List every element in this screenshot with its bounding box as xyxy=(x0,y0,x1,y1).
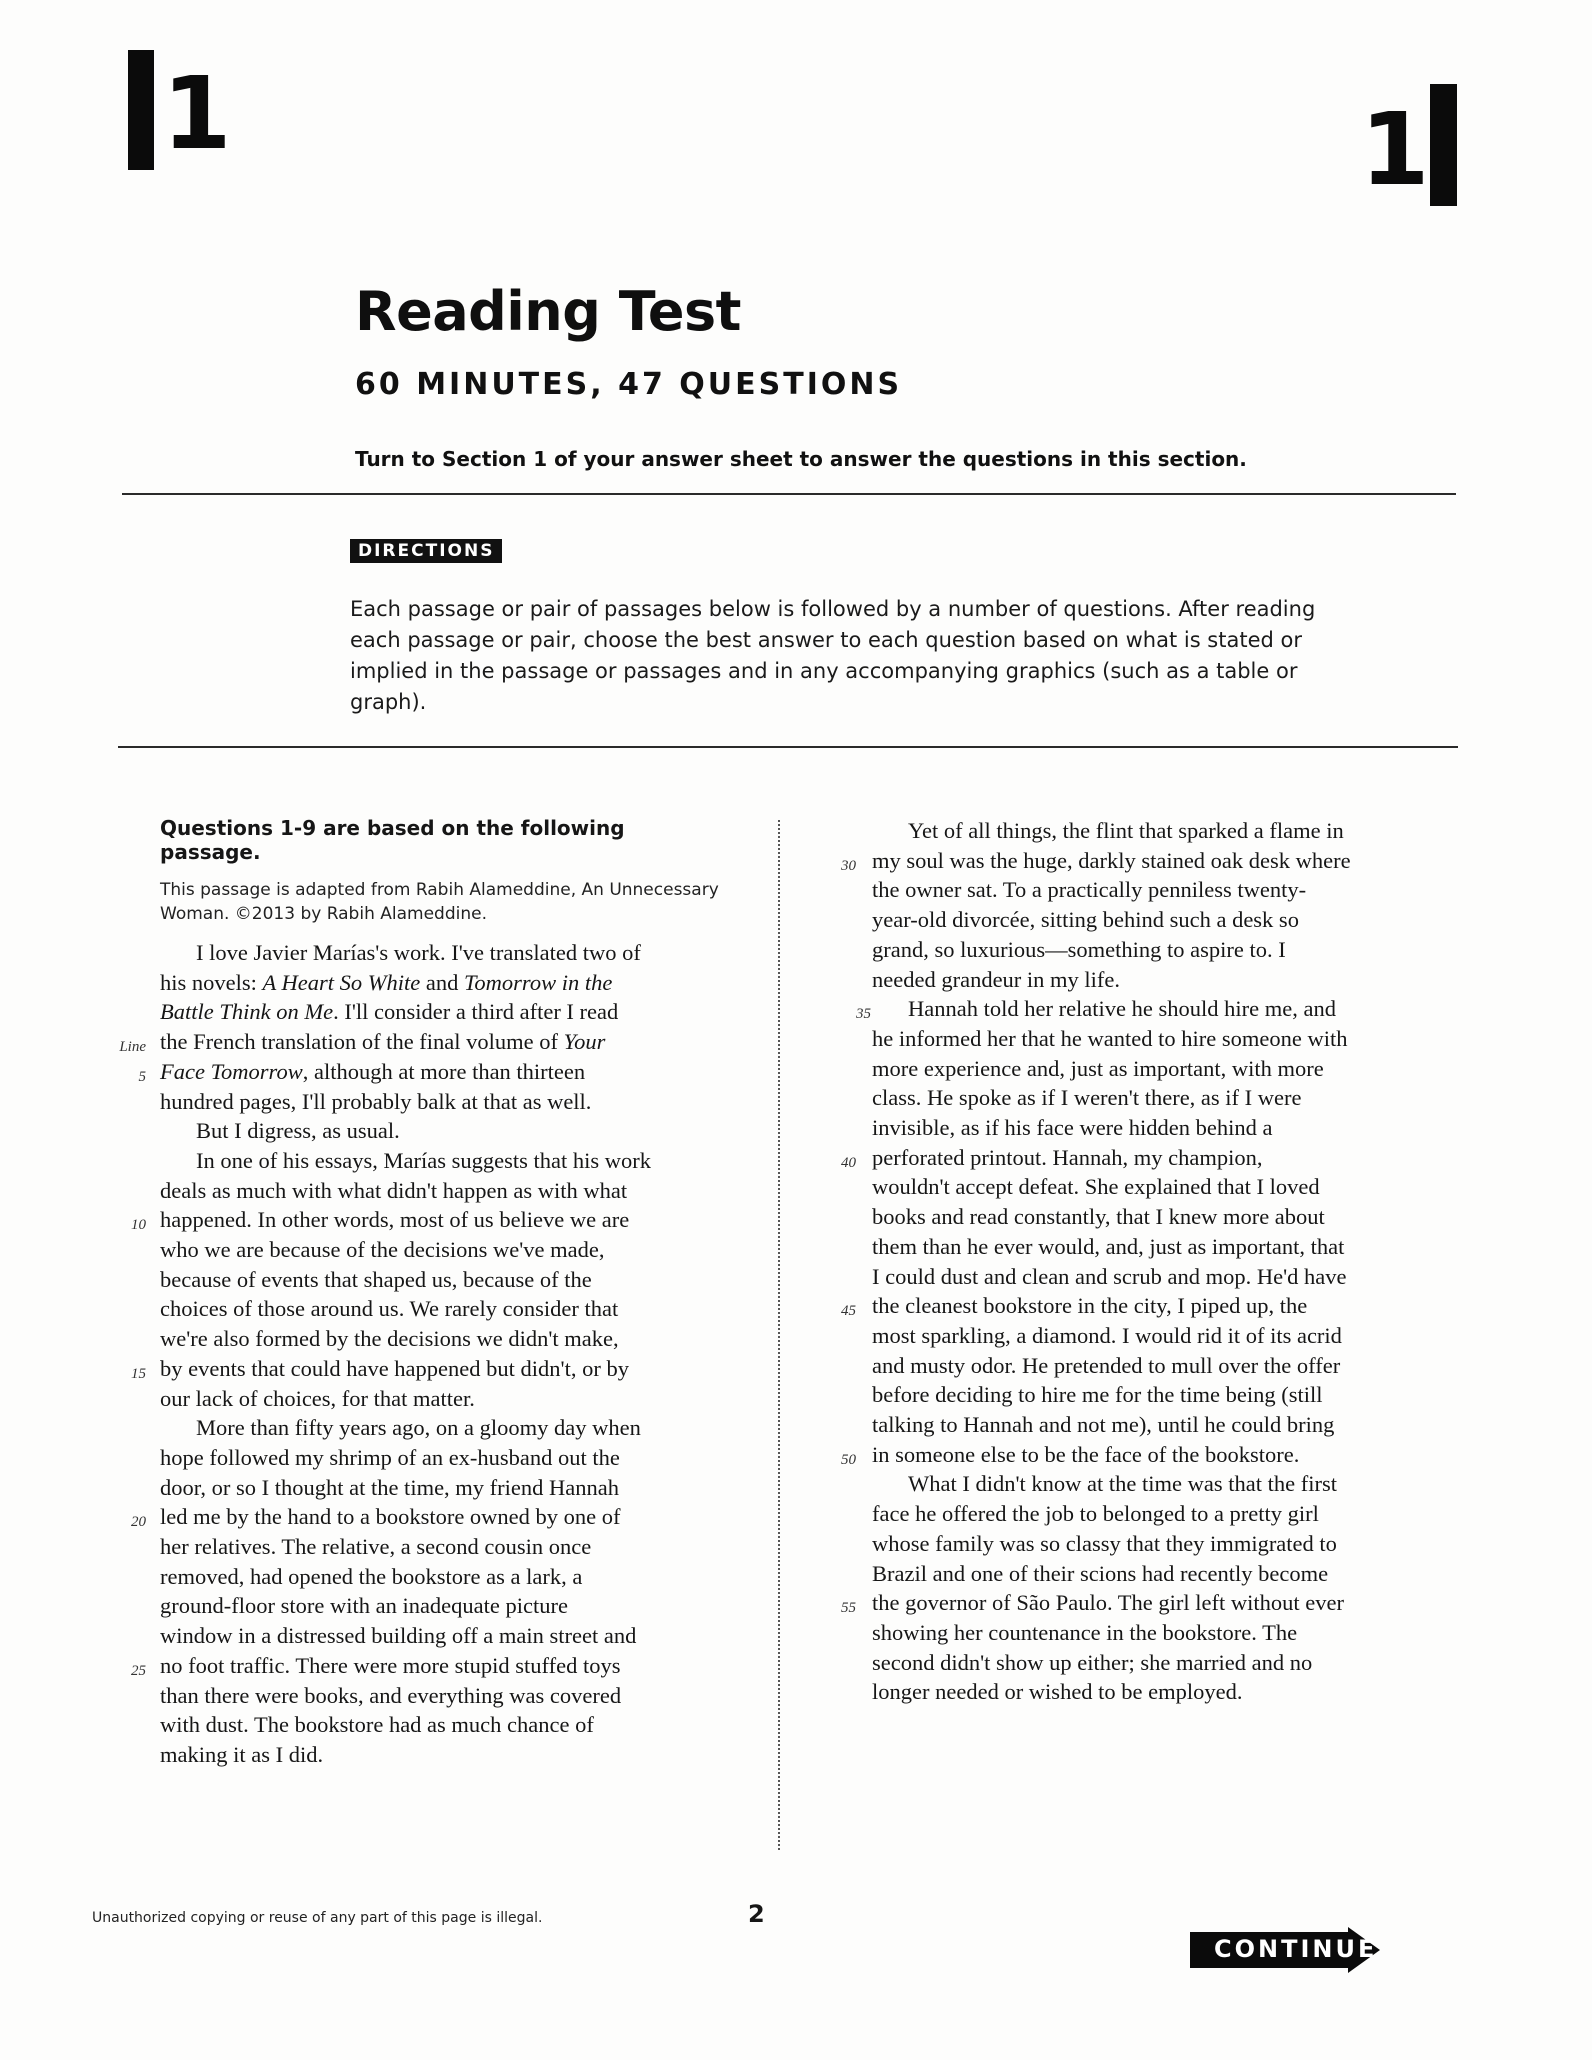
passage-line xyxy=(860,1321,1450,1351)
test-duration-subtitle: 60 MINUTES, 47 QUESTIONS xyxy=(355,367,903,402)
passage-line-text: invisible, as if his face were hidden behind a xyxy=(872,1115,1273,1141)
passage-line-text: happened. In other words, most of us believe we are xyxy=(160,1207,630,1233)
passage-line-text: second didn't show up either; she married and no xyxy=(872,1649,1313,1675)
passage-line xyxy=(131,1502,730,1532)
passage-line-text: led me by the hand to a bookstore owned by one of xyxy=(160,1504,621,1530)
passage-line xyxy=(860,965,1450,995)
page-title: Reading Test xyxy=(355,280,741,343)
passage-line-text: making it as I did. xyxy=(160,1741,324,1767)
passage-line xyxy=(860,935,1450,965)
passage-line xyxy=(150,1443,730,1473)
passage-line xyxy=(150,1740,730,1770)
passage-line xyxy=(150,1176,730,1206)
passage-line-text: door, or so I thought at the time, my friend Hannah xyxy=(160,1474,619,1500)
passage-line xyxy=(860,1677,1450,1707)
passage-line xyxy=(150,1324,730,1354)
passage-line-text: the cleanest bookstore in the city, I piped up, the xyxy=(872,1293,1308,1319)
passage-line-text: deals as much with what didn't happen as with what xyxy=(160,1177,628,1203)
passage-line xyxy=(860,1380,1450,1410)
passage-line-text: her relatives. The relative, a second cousin once xyxy=(160,1534,592,1560)
line-number: 30 xyxy=(841,857,856,874)
passage-line-text: perforated printout. Hannah, my champion, xyxy=(872,1144,1263,1170)
passage-line xyxy=(860,1083,1450,1113)
section-marker-bar-left xyxy=(128,50,154,170)
passage-line-text: whose family was so classy that they immigrated to xyxy=(872,1530,1337,1556)
continue-arrow xyxy=(1190,1927,1380,1973)
passage-line-text: than there were books, and everything was covered xyxy=(160,1682,622,1708)
passage-line xyxy=(150,1710,730,1740)
copyright-notice: Unauthorized copying or reuse of any part of this page is illegal. xyxy=(92,1910,543,1926)
passage-line-text: them than he ever would, and, just as important, that xyxy=(872,1233,1345,1259)
passage-line xyxy=(150,1621,730,1651)
passage-line xyxy=(860,1559,1450,1589)
passage-line xyxy=(860,1648,1450,1678)
passage-line xyxy=(860,1529,1450,1559)
section-marker-bar-right xyxy=(1430,84,1457,206)
passage-line-text: Face Tomorrow, although at more than thirteen xyxy=(160,1058,586,1084)
directions-label: DIRECTIONS xyxy=(350,539,502,563)
passage-line-text: hundred pages, I'll probably balk at that as well. xyxy=(160,1088,592,1114)
passage-line-text: needed grandeur in my life. xyxy=(872,966,1121,992)
continue-label: CONTINUE xyxy=(1214,1935,1378,1963)
line-number: 15 xyxy=(131,1365,146,1382)
passage-right-column xyxy=(841,816,1450,1707)
passage-line xyxy=(131,1651,730,1681)
passage-line-text: More than fifty years ago, on a gloomy day when xyxy=(196,1415,641,1441)
passage-line-text: because of events that shaped us, because of the xyxy=(160,1266,592,1292)
passage-line xyxy=(138,1057,730,1087)
passage-line xyxy=(860,1469,1450,1499)
passage-line-text: the governor of São Paulo. The girl left without ever xyxy=(872,1590,1344,1616)
passage-line xyxy=(841,1291,1450,1321)
passage-line-text: by events that could have happened but didn't, or by xyxy=(160,1355,629,1381)
passage-line-text: grand, so luxurious—something to aspire to. I xyxy=(872,936,1286,962)
line-number: 10 xyxy=(131,1217,146,1234)
passage-line-text: class. He spoke as if I weren't there, as if I were xyxy=(872,1085,1302,1111)
section-number-left: 1 xyxy=(162,55,232,172)
passage-line xyxy=(860,1172,1450,1202)
passage-line-text: hope followed my shrimp of an ex-husband out the xyxy=(160,1444,620,1470)
passage-line xyxy=(150,1235,730,1265)
passage-line xyxy=(856,994,1450,1024)
passage-line xyxy=(150,1681,730,1711)
passage-line xyxy=(150,1384,730,1414)
line-number: 55 xyxy=(841,1600,856,1617)
passage-line xyxy=(860,905,1450,935)
passage-line-text: with dust. The bookstore had as much chance of xyxy=(160,1712,594,1738)
passage-line-text: Hannah told her relative he should hire me, and xyxy=(908,996,1336,1022)
passage-line-text: longer needed or wished to be employed. xyxy=(872,1679,1243,1705)
line-number: 45 xyxy=(841,1303,856,1320)
passage-line-text: window in a distressed building off a main street and xyxy=(160,1623,637,1649)
passage-line xyxy=(860,1024,1450,1054)
top-divider-rule xyxy=(122,493,1456,495)
passage-line xyxy=(860,1054,1450,1084)
passage-line xyxy=(860,1351,1450,1381)
passage-line-text: before deciding to hire me for the time being (still xyxy=(872,1382,1323,1408)
passage-line xyxy=(150,1532,730,1562)
passage-line-text: showing her countenance in the bookstore. The xyxy=(872,1619,1298,1645)
passage-line xyxy=(150,1116,730,1146)
passage-line-text: and musty odor. He pretended to mull over the offer xyxy=(872,1352,1341,1378)
passage-attribution: This passage is adapted from Rabih Alameddine, An Unnecessary Woman. ©2013 by Rabih Alameddine. xyxy=(160,880,719,924)
passage-line xyxy=(150,1562,730,1592)
passage-line xyxy=(841,1440,1450,1470)
line-number: 5 xyxy=(138,1068,146,1085)
passage-line xyxy=(131,1354,730,1384)
passage-line-text: ground-floor store with an inadequate picture xyxy=(160,1593,568,1619)
passage-text-right xyxy=(841,816,1450,1707)
passage-line-text: choices of those around us. We rarely consider that xyxy=(160,1296,619,1322)
passage-line xyxy=(150,1294,730,1324)
passage-line xyxy=(860,816,1450,846)
line-number: 25 xyxy=(131,1662,146,1679)
passage-line-text: most sparkling, a diamond. I would rid it of its acrid xyxy=(872,1322,1342,1348)
passage-line-text: in someone else to be the face of the bookstore. xyxy=(872,1441,1300,1467)
passage-line-text: face he offered the job to belonged to a pretty girl xyxy=(872,1501,1319,1527)
passage-line xyxy=(860,1499,1450,1529)
passage-line-text: the French translation of the final volume of Your xyxy=(160,1029,606,1055)
passage-line-text: year-old divorcée, sitting behind such a desk so xyxy=(872,907,1299,933)
passage-line-text: removed, had opened the bookstore as a lark, a xyxy=(160,1563,583,1589)
passage-line xyxy=(860,1618,1450,1648)
passage-line xyxy=(150,997,730,1027)
passage-line xyxy=(841,1588,1450,1618)
passage-line-text: more experience and, just as important, with more xyxy=(872,1055,1324,1081)
passage-line-text: our lack of choices, for that matter. xyxy=(160,1385,475,1411)
passage-left-column xyxy=(119,816,730,1770)
passage-line xyxy=(150,968,730,998)
line-number: 20 xyxy=(131,1514,146,1531)
passage-line-text: who we are because of the decisions we've made, xyxy=(160,1237,605,1263)
passage-line-text: In one of his essays, Marías suggests that his work xyxy=(196,1147,651,1173)
answer-sheet-instruction: Turn to Section 1 of your answer sheet to answer the questions in this section. xyxy=(355,447,1247,471)
page-number: 2 xyxy=(748,1900,765,1928)
passage-line xyxy=(131,1205,730,1235)
passage-line xyxy=(150,1591,730,1621)
passage-line-text: we're also formed by the decisions we didn't make, xyxy=(160,1326,619,1352)
passage-line-text: talking to Hannah and not me), until he could bring xyxy=(872,1412,1335,1438)
passage-line-text: books and read constantly, that I knew more about xyxy=(872,1204,1325,1230)
passage-line-text: the owner sat. To a practically penniless twenty- xyxy=(872,877,1307,903)
passage-line xyxy=(860,1410,1450,1440)
line-number: 50 xyxy=(841,1451,856,1468)
passage-line xyxy=(841,846,1450,876)
column-divider xyxy=(778,820,780,1850)
passage-line-text: Brazil and one of their scions had recently become xyxy=(872,1560,1329,1586)
directions-text: Each passage or pair of passages below is followed by a number of questions. After reading each passage or pair, choose the best answer to each question based on what is stated or implied in the passage or passages and in any accompanying graphics (such as a table or graph). xyxy=(350,597,1316,714)
passage-line xyxy=(150,1087,730,1117)
line-number: 35 xyxy=(856,1006,871,1023)
passage-line xyxy=(119,1027,730,1057)
passage-line xyxy=(150,1265,730,1295)
section-number-right: 1 xyxy=(1360,91,1430,208)
passage-text-left xyxy=(119,938,730,1770)
passage-line-text: Battle Think on Me. I'll consider a third after I read xyxy=(160,999,619,1025)
passage-line xyxy=(860,875,1450,905)
passage-line-text: What I didn't know at the time was that the first xyxy=(908,1471,1337,1497)
passage-line xyxy=(150,938,730,968)
passage-line-text: I love Javier Marías's work. I've translated two of xyxy=(196,940,641,965)
passage-line-text: his novels: A Heart So White and Tomorrow in the xyxy=(160,969,613,995)
passage-line xyxy=(860,1232,1450,1262)
passage-line xyxy=(860,1202,1450,1232)
passage-line xyxy=(150,1473,730,1503)
passage-line xyxy=(841,1143,1450,1173)
line-number: 40 xyxy=(841,1154,856,1171)
passage-line xyxy=(860,1113,1450,1143)
passage-line xyxy=(150,1146,730,1176)
question-range-heading: Questions 1-9 are based on the following passage. xyxy=(160,816,625,864)
passage-line-text: wouldn't accept defeat. She explained that I loved xyxy=(872,1174,1320,1200)
passage-line-text: I could dust and clean and scrub and mop. He'd have xyxy=(872,1263,1347,1289)
directions-bottom-rule xyxy=(118,746,1458,748)
passage-line xyxy=(150,1413,730,1443)
passage-line xyxy=(860,1262,1450,1292)
line-number: Line xyxy=(119,1039,146,1056)
passage-line-text: But I digress, as usual. xyxy=(196,1118,400,1144)
passage-line-text: Yet of all things, the flint that sparked a flame in xyxy=(908,818,1344,843)
passage-line-text: no foot traffic. There were more stupid stuffed toys xyxy=(160,1652,621,1678)
passage-line-text: my soul was the huge, darkly stained oak desk where xyxy=(872,847,1351,873)
passage-line-text: he informed her that he wanted to hire someone with xyxy=(872,1025,1348,1051)
